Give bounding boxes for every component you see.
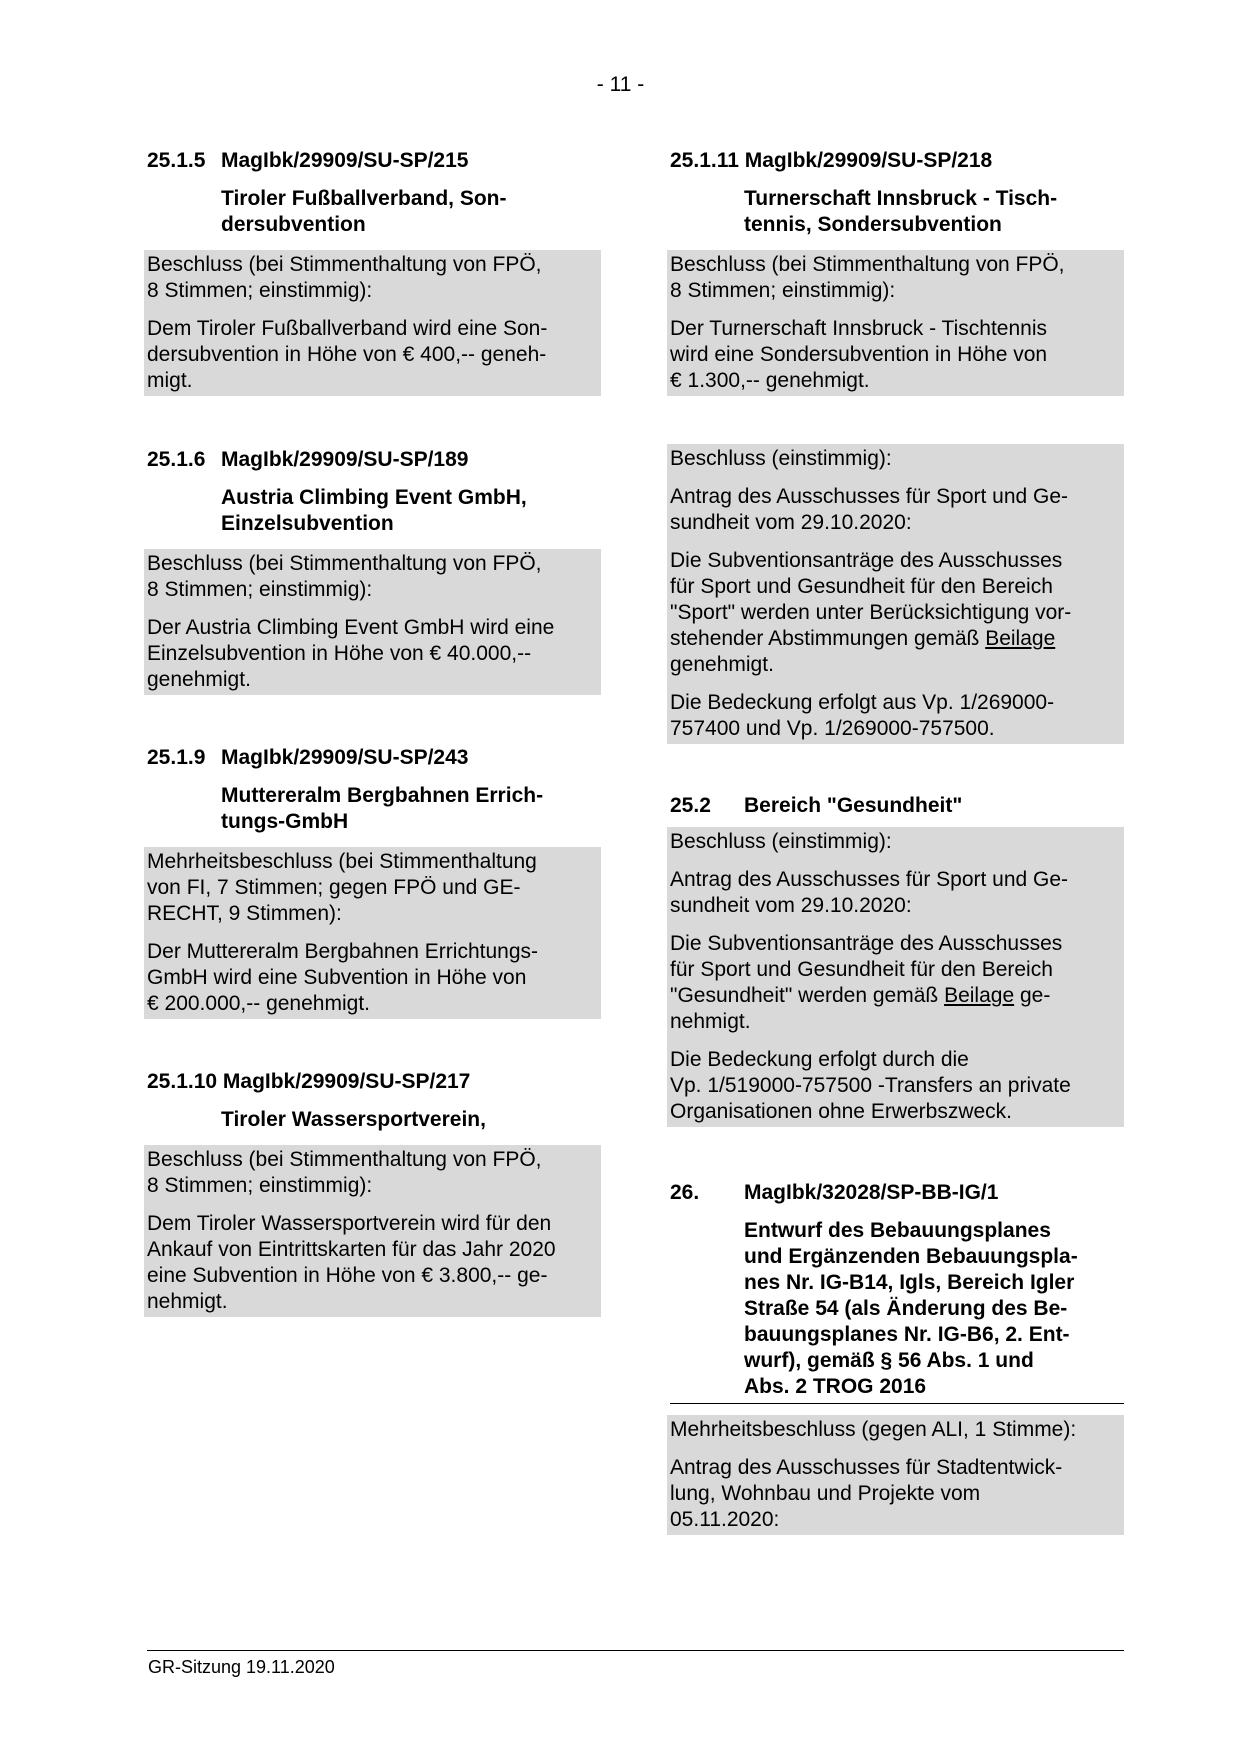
decision-box — [667, 250, 1124, 396]
resolution-line: migt. — [147, 369, 193, 392]
item-number: 26. — [670, 1181, 700, 1204]
item-number: 25.1.5 — [147, 149, 206, 172]
resolution-line: Ankauf von Eintrittskarten für das Jahr 2020 — [147, 1238, 556, 1261]
resolution-line: nehmigt. — [147, 1290, 228, 1313]
resolution-text — [670, 548, 1121, 678]
decision-text: Beschluss (einstimmig): — [670, 447, 892, 470]
decision-text: Mehrheitsbeschluss (gegen ALI, 1 Stimme): — [670, 1418, 1077, 1441]
motion-line: Antrag des Ausschusses für Sport und Ge- — [670, 485, 1069, 508]
resolution-text — [670, 316, 1121, 394]
footer: GR-Sitzung 19.11.2020 — [148, 1657, 335, 1677]
item-heading — [147, 1069, 601, 1095]
resolution-line: genehmigt. — [147, 668, 251, 691]
resolution-text — [670, 931, 1121, 1035]
item-number: 25.1.9 — [147, 746, 206, 769]
decision-line: 8 Stimmen; einstimmig): — [147, 1174, 373, 1197]
agenda-item-25-1-6 — [147, 447, 601, 695]
motion-line: 05.11.2020: — [670, 1508, 780, 1531]
item-heading — [147, 148, 601, 174]
resolution-line: "Gesundheit" werden gemäß — [670, 984, 945, 1007]
item-subject — [147, 783, 601, 835]
decision-box — [667, 1415, 1124, 1535]
resolution-text — [147, 1211, 598, 1315]
item-subject — [147, 485, 601, 537]
decision-text — [147, 252, 598, 304]
resolution-line: wird eine Sondersubvention in Höhe von — [670, 343, 1048, 366]
decision-box — [144, 250, 601, 396]
item-reference: 25.1.10 MagIbk/29909/SU-SP/217 — [147, 1070, 471, 1093]
subject-line: Tiroler Wassersportverein, — [221, 1108, 486, 1131]
decision-line: 8 Stimmen; einstimmig): — [670, 279, 896, 302]
decision-line: Mehrheitsbeschluss (bei Stimmenthaltung — [147, 850, 537, 873]
motion-text — [670, 867, 1121, 919]
agenda-item-25-1-9 — [147, 745, 601, 1019]
resolution-line: ge- — [1014, 984, 1051, 1007]
resolution-line: für Sport und Gesundheit für den Bereich — [670, 575, 1053, 598]
subject-line: Tiroler Fußballverband, Son- — [221, 187, 507, 210]
decision-line: 8 Stimmen; einstimmig): — [147, 279, 373, 302]
motion-line: sundheit vom 29.10.2020: — [670, 894, 912, 917]
resolution-line: Einzelsubvention in Höhe von € 40.000,-- — [147, 642, 532, 665]
motion-line: Antrag des Ausschusses für Stadtentwick- — [670, 1456, 1063, 1479]
resolution-line: nehmigt. — [670, 1010, 751, 1033]
decision-box — [667, 827, 1124, 1127]
item-subject — [147, 1107, 601, 1133]
agenda-item-25-1-10 — [147, 1069, 601, 1317]
decision-line: Beschluss (bei Stimmenthaltung von FPÖ, — [147, 253, 542, 276]
coverage-line: Organisationen ohne Erwerbszweck. — [670, 1100, 1013, 1123]
coverage-line: 757400 und Vp. 1/269000-757500. — [670, 717, 995, 740]
decision-text — [147, 849, 598, 927]
subject-line: Einzelsubvention — [221, 512, 394, 535]
decision-line: 8 Stimmen; einstimmig): — [147, 578, 373, 601]
item-reference: MagIbk/29909/SU-SP/243 — [221, 746, 469, 769]
footer-rule — [147, 1650, 1124, 1651]
resolution-line: € 200.000,-- genehmigt. — [147, 992, 370, 1015]
resolution-line: Die Subventionsanträge des Ausschusses — [670, 549, 1063, 572]
item-reference: 25.1.11 MagIbk/29909/SU-SP/218 — [670, 149, 993, 172]
subject-line: Turnerschaft Innsbruck - Tisch- — [744, 187, 1058, 210]
beilage-link[interactable]: Beilage — [985, 627, 1056, 650]
agenda-item-25-1-5 — [147, 148, 601, 396]
agenda-item-25-1-11 — [670, 148, 1124, 396]
item-reference: MagIbk/32028/SP-BB-IG/1 — [744, 1181, 999, 1204]
item-reference: MagIbk/29909/SU-SP/189 — [221, 448, 469, 471]
resolution-line: dersubvention in Höhe von € 400,-- geneh- — [147, 343, 547, 366]
motion-text — [670, 1455, 1121, 1533]
resolution-line: € 1.300,-- genehmigt. — [670, 369, 870, 392]
section-number: 25.2 — [670, 794, 711, 817]
coverage-line: Die Bedeckung erfolgt aus Vp. 1/269000- — [670, 691, 1055, 714]
subject-line: nes Nr. IG-B14, Igls, Bereich Igler — [744, 1271, 1075, 1294]
section-25-2 — [670, 793, 1124, 1127]
resolution-line: Der Turnerschaft Innsbruck - Tischtennis — [670, 317, 1047, 340]
decision-line: Beschluss (bei Stimmenthaltung von FPÖ, — [670, 253, 1065, 276]
resolution-line: Die Subventionsanträge des Ausschusses — [670, 932, 1063, 955]
motion-line: lung, Wohnbau und Projekte vom — [670, 1482, 981, 1505]
resolution-line: für Sport und Gesundheit für den Bereich — [670, 958, 1053, 981]
decision-box — [144, 549, 601, 695]
resolution-text — [147, 615, 598, 693]
item-heading — [147, 745, 601, 771]
decision-box — [144, 847, 601, 1019]
motion-text — [670, 484, 1121, 536]
subject-line: tungs-GmbH — [221, 810, 349, 833]
item-number: 25.1.6 — [147, 448, 206, 471]
subject-line: Muttereralm Bergbahnen Errich- — [221, 784, 544, 807]
item-subject — [147, 186, 601, 238]
subject-line: Abs. 2 TROG 2016 — [744, 1375, 927, 1398]
resolution-text — [147, 316, 598, 394]
resolution-line: GmbH wird eine Subvention in Höhe von — [147, 966, 527, 989]
decision-line: Beschluss (bei Stimmenthaltung von FPÖ, — [147, 1148, 542, 1171]
decision-text — [670, 252, 1121, 304]
resolution-line: eine Subvention in Höhe von € 3.800,-- ge- — [147, 1264, 548, 1287]
item-heading — [147, 447, 601, 473]
item-heading — [670, 1180, 1124, 1206]
item-reference: MagIbk/29909/SU-SP/215 — [221, 149, 469, 172]
subject-line: tennis, Sondersubvention — [744, 213, 1002, 236]
resolution-line: Der Austria Climbing Event GmbH wird eine — [147, 616, 555, 639]
decision-line: Beschluss (bei Stimmenthaltung von FPÖ, — [147, 552, 542, 575]
coverage-line: Die Bedeckung erfolgt durch die — [670, 1048, 969, 1071]
coverage-line: Vp. 1/519000-757500 -Transfers an private — [670, 1074, 1071, 1097]
motion-line: Antrag des Ausschusses für Sport und Ge- — [670, 868, 1069, 891]
section-title: Bereich "Gesundheit" — [744, 794, 963, 817]
resolution-line: Der Muttereralm Bergbahnen Errichtungs- — [147, 940, 539, 963]
sport-summary — [670, 444, 1124, 744]
decision-line: von FI, 7 Stimmen; gegen FPÖ und GE- — [147, 876, 521, 899]
subject-line: und Ergänzenden Bebauungspla- — [744, 1245, 1078, 1268]
page-number: - 11 - — [596, 73, 645, 96]
item-subject — [670, 1218, 1124, 1400]
decision-text — [147, 551, 598, 603]
heading-rule — [670, 1403, 1124, 1404]
subject-line: dersubvention — [221, 213, 366, 236]
decision-line: RECHT, 9 Stimmen): — [147, 902, 342, 925]
subject-line: wurf), gemäß § 56 Abs. 1 und — [744, 1349, 1034, 1372]
decision-box — [667, 444, 1124, 744]
coverage-text — [670, 690, 1121, 742]
agenda-item-26 — [670, 1180, 1124, 1535]
subject-line: bauungsplanes Nr. IG-B6, 2. Ent- — [744, 1323, 1070, 1346]
subject-line: Entwurf des Bebauungsplanes — [744, 1219, 1051, 1242]
resolution-line: "Sport" werden unter Berücksichtigung vor- — [670, 601, 1072, 624]
resolution-line: Dem Tiroler Wassersportverein wird für den — [147, 1212, 552, 1235]
coverage-text — [670, 1047, 1121, 1125]
beilage-link[interactable]: Beilage — [944, 984, 1015, 1007]
resolution-line: genehmigt. — [670, 653, 774, 676]
resolution-text — [147, 939, 598, 1017]
motion-line: sundheit vom 29.10.2020: — [670, 511, 912, 534]
resolution-line: Dem Tiroler Fußballverband wird eine Son- — [147, 317, 548, 340]
subject-line: Austria Climbing Event GmbH, — [221, 486, 527, 509]
subject-line: Straße 54 (als Änderung des Be- — [744, 1297, 1068, 1320]
decision-text — [147, 1147, 598, 1199]
decision-box — [144, 1145, 601, 1317]
item-subject — [670, 186, 1124, 238]
item-heading — [670, 148, 1124, 174]
resolution-line: stehender Abstimmungen gemäß — [670, 627, 986, 650]
section-heading — [670, 793, 1124, 819]
decision-text: Beschluss (einstimmig): — [670, 830, 892, 853]
